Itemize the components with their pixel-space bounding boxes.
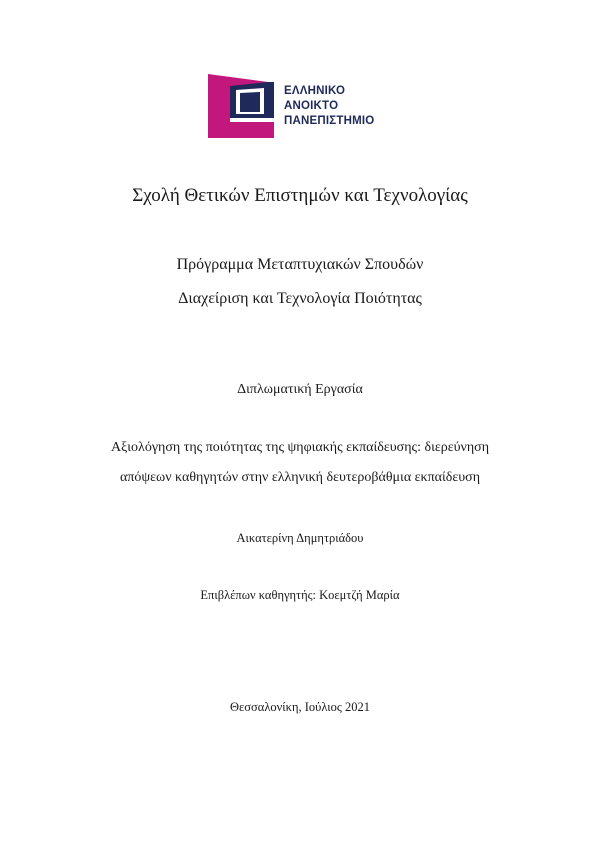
thesis-type: Διπλωματική Εργασία xyxy=(237,382,363,397)
university-name-line2: ΑΝΟΙΚΤΟ xyxy=(284,100,339,112)
author-name: Αικατερίνη Δημητριάδου xyxy=(236,531,364,545)
university-emblem-icon xyxy=(208,72,280,140)
thesis-title-line2: απόψεων καθηγητών στην ελληνική δευτεροβάθμια εκπαίδευση xyxy=(119,470,481,485)
program-name: Πρόγραμμα Μεταπτυχιακών Σπουδών xyxy=(176,256,424,273)
university-name-line3: ΠΑΝΕΠΙΣΤΗΜΙΟ xyxy=(284,115,375,127)
thesis-title-line1: Αξιολόγηση της ποιότητας της ψηφιακής εκπαίδευσης: διερεύνηση xyxy=(110,440,490,455)
university-name-line1: ΕΛΛΗΝΙΚΟ xyxy=(284,85,346,97)
university-name xyxy=(284,84,374,129)
university-logo xyxy=(208,72,398,140)
specialization-name: Διαχείριση και Τεχνολογία Ποιότητας xyxy=(178,290,422,307)
supervisor: Επιβλέπων καθηγητής: Κοεμτζή Μαρία xyxy=(200,588,400,602)
place-date: Θεσσαλονίκη, Ιούλιος 2021 xyxy=(230,700,370,714)
school-name: Σχολή Θετικών Επιστημών και Τεχνολογίας xyxy=(132,185,468,206)
